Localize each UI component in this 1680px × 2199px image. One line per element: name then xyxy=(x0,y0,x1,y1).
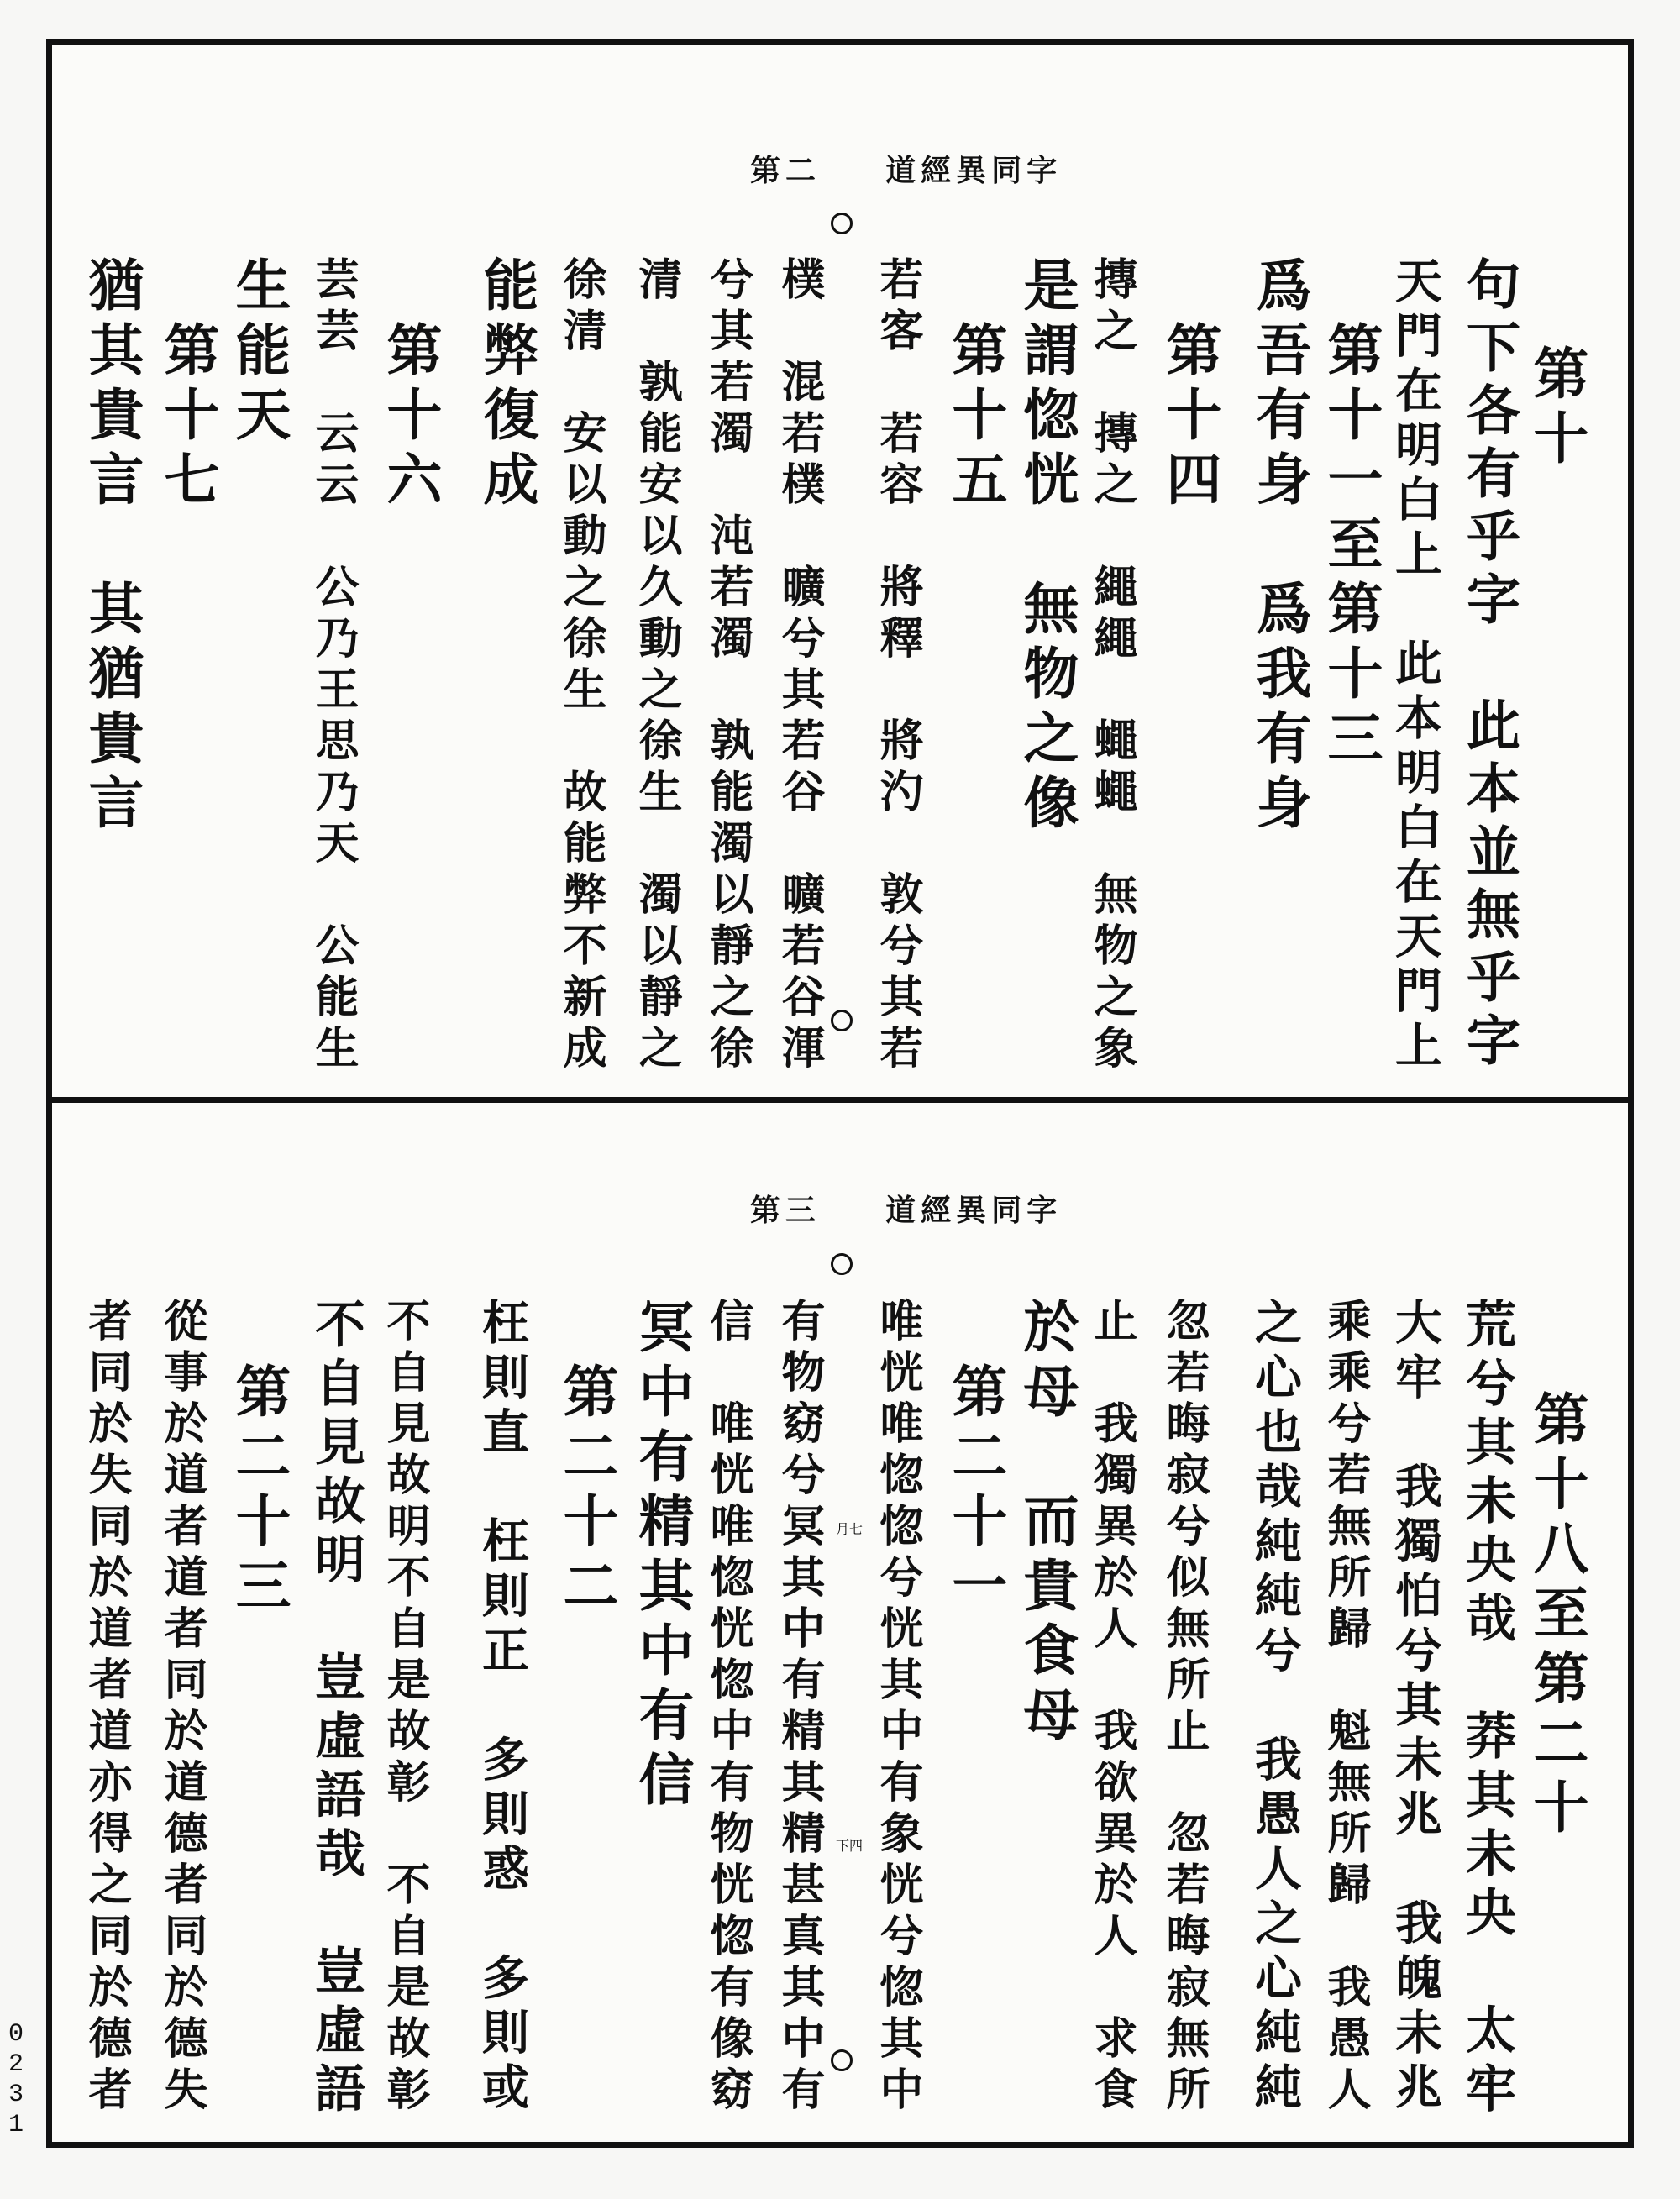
text-column: 大牢 我獨怕兮其未兆 我魄未兆 xyxy=(1388,1298,1443,2117)
text-column: 第十七 xyxy=(155,256,220,515)
text-column: 冥中有精其中有信 xyxy=(629,1298,695,1815)
text-column: 第十八至第二十 xyxy=(1524,1390,1589,1843)
text-column: 是謂惚恍 無物之像 xyxy=(1014,256,1079,838)
text-column: 芸芸 云云 公乃王思乃天 公能生 xyxy=(307,256,359,1076)
text-column: 第十六 xyxy=(377,256,443,515)
text-column: 有物窈兮冥其中有精其精甚真其中有 xyxy=(774,1298,825,2118)
text-column: 句下各有乎字 此本並無乎字 xyxy=(1457,256,1520,1075)
page-number: 0231 xyxy=(2,2020,30,2141)
text-column: 止 我獨異於人 我欲異於人 求食 xyxy=(1086,1298,1137,2118)
text-column: 天門在明白上 此本明白在天門上 xyxy=(1388,256,1443,1075)
text-column: 不自見故明 豈虛語哉 豈虛語 xyxy=(307,1298,365,2121)
text-column: 者同於失同於道者道亦得之同於德者 xyxy=(81,1298,132,2118)
circle-mark xyxy=(831,1253,853,1275)
circle-mark xyxy=(831,2049,853,2071)
text-column: 從事於道者道者同於道德者同於德失 xyxy=(156,1298,207,2118)
circle-mark xyxy=(831,213,853,234)
text-column: 第十五 xyxy=(942,256,1008,515)
margin-note: 下四 xyxy=(836,1838,864,1854)
text-column: 徐清 安以動之徐生 故能弊不新成 xyxy=(555,256,606,1076)
text-column: 第十 xyxy=(1524,344,1589,474)
text-column: 若客 若容 將釋 將汋 敦兮其若 xyxy=(872,256,923,1076)
text-column: 能弊復成 xyxy=(474,256,539,515)
text-column: 荒兮其未央哉 莽其未央 太牢 xyxy=(1457,1298,1516,2121)
bottom-header-leaf: 第三 xyxy=(750,1194,822,1228)
bottom-header xyxy=(750,1187,1062,1230)
top-header xyxy=(750,147,1062,190)
margin-note: 月七 xyxy=(836,1521,864,1537)
text-column: 忽若晦寂兮似無所止 忽若晦寂無所 xyxy=(1158,1298,1210,2118)
text-column: 爲吾有身 爲我有身 xyxy=(1247,256,1312,838)
text-column: 第十一至第十三 xyxy=(1318,256,1383,774)
text-column: 第十四 xyxy=(1157,256,1222,515)
text-column: 之心也哉純純兮 我愚人之心純純 xyxy=(1247,1298,1303,2117)
circle-mark xyxy=(831,1010,853,1031)
top-header-leaf: 第二 xyxy=(750,154,822,188)
bottom-header-title: 道經異同字 xyxy=(885,1194,1063,1228)
top-header-title: 道經異同字 xyxy=(885,154,1063,188)
text-column: 枉則直 枉則正 多則惑 多則或 xyxy=(475,1298,530,2117)
text-column: 不自見故明不自是故彰 不自是故彰 xyxy=(379,1298,430,2118)
text-column: 生能天 xyxy=(226,256,291,450)
section-divider xyxy=(46,1097,1634,1103)
text-column: 第二十一 xyxy=(942,1298,1008,1621)
text-column: 摶之 摶之 繩繩 蠅蠅 無物之象 xyxy=(1086,256,1137,1076)
text-column: 樸 混若樸 曠兮其若谷 曠若谷渾 xyxy=(774,256,825,1076)
text-column: 猶其貴言 其猶貴言 xyxy=(79,256,144,838)
text-column: 於母 而貴食母 xyxy=(1014,1298,1079,1750)
text-column: 清 孰能安以久動之徐生 濁以靜之 xyxy=(631,256,682,1076)
text-column: 信 唯恍唯惚恍惚中有物恍惚有像窈 xyxy=(702,1298,753,2118)
text-column: 兮其若濁 沌若濁 孰能濁以靜之徐 xyxy=(702,256,753,1076)
text-column: 第二十三 xyxy=(226,1298,291,1621)
text-column: 第二十二 xyxy=(554,1298,619,1621)
text-column: 唯恍唯惚惚兮恍其中有象恍兮惚其中 xyxy=(872,1298,923,2118)
text-column: 乘乘兮若無所歸 魁無所歸 我愚人 xyxy=(1320,1298,1371,2118)
